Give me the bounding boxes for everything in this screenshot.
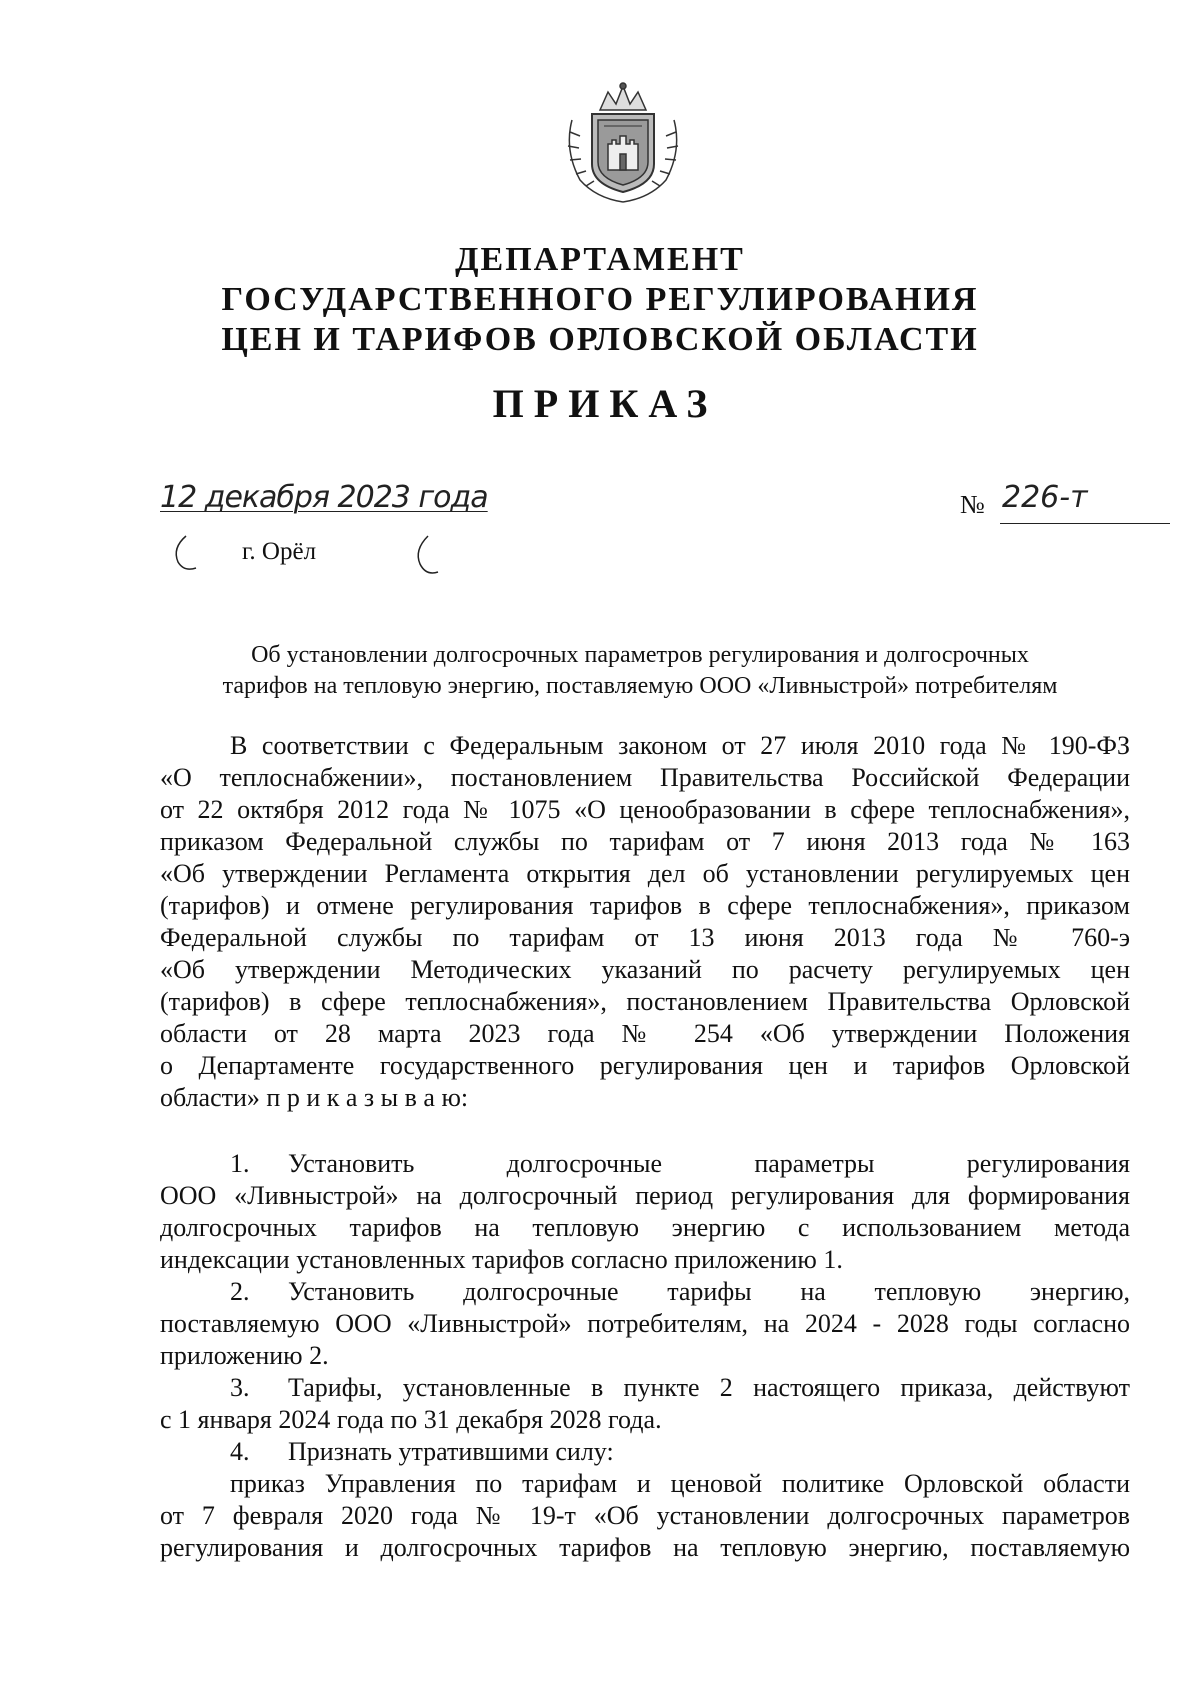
preamble-line: от 22 октября 2012 года № 1075 «О ценообразовании в сфере теплоснабжения», xyxy=(160,795,1130,824)
item-2-line: поставляемую ООО «Ливныстрой» потребителям, на 2024 - 2028 годы согласно xyxy=(160,1309,1130,1338)
item-number: 1. xyxy=(230,1149,250,1178)
preamble-line: области от 28 марта 2023 года № 254 «Об утверждении Положения xyxy=(160,1019,1130,1048)
dept-line-2: ГОСУДАРСТВЕННОГО РЕГУЛИРОВАНИЯ xyxy=(221,281,979,318)
repeal-line: приказ Управления по тарифам и ценовой политике Орловской области xyxy=(230,1469,1130,1498)
preamble-line: о Департаменте государственного регулирования цен и тарифов Орловской xyxy=(160,1051,1130,1080)
preamble-line: Федеральной службы по тарифам от 13 июня 2013 года № 760-э xyxy=(160,923,1130,952)
repeal-line: от 7 февраля 2020 года № 19-т «Об установлении долгосрочных параметров xyxy=(160,1501,1130,1530)
subject-line-2: тарифов на тепловую энергию, поставляемую ООО «Ливныстрой» потребителям xyxy=(222,673,1058,699)
preamble-line: приказом Федеральной службы по тарифам от 7 июня 2013 года № 163 xyxy=(160,827,1130,856)
document-type: ПРИКАЗ xyxy=(492,381,718,426)
item-1-line: ООО «Ливныстрой» на долгосрочный период регулирования для формирования xyxy=(160,1181,1130,1210)
order-subject xyxy=(160,640,1120,702)
item-4-first-line xyxy=(160,1436,1130,1468)
item-1-first-line xyxy=(160,1148,1130,1180)
item-2-first-line xyxy=(160,1276,1130,1308)
date-block xyxy=(160,480,500,580)
item-2-line: приложению 2. xyxy=(160,1341,329,1370)
item-number: 2. xyxy=(230,1277,250,1306)
coat-of-arms-icon xyxy=(560,80,686,205)
preamble-line: «Об утверждении Методических указаний по расчету регулируемых цен xyxy=(160,955,1130,984)
item-text: Установить долгосрочные тарифы на тепловую энергию, xyxy=(288,1277,1130,1306)
dept-line-3: ЦЕН И ТАРИФОВ ОРЛОВСКОЙ ОБЛАСТИ xyxy=(221,321,979,358)
preamble-line: «Об утверждении Регламента открытия дел об установлении регулируемых цен xyxy=(160,859,1130,888)
repeal-line: регулирования и долгосрочных тарифов на тепловую энергию, поставляемую xyxy=(160,1533,1130,1562)
item-1-line: долгосрочных тарифов на тепловую энергию с использованием метода xyxy=(160,1213,1130,1242)
date-brackets xyxy=(160,480,500,580)
item-text: Признать утратившими силу: xyxy=(288,1437,614,1466)
department-title xyxy=(0,240,1200,360)
item-3-first-line xyxy=(160,1372,1130,1404)
order-body xyxy=(160,730,1130,1564)
item-1-line: индексации установленных тарифов согласно приложению 1. xyxy=(160,1245,843,1274)
number-underline xyxy=(1000,523,1170,524)
number-label: № xyxy=(960,490,985,519)
item-3-line: с 1 января 2024 года по 31 декабря 2028 года. xyxy=(160,1405,662,1434)
item-text: Тарифы, установленные в пункте 2 настоящего приказа, действуют xyxy=(288,1373,1130,1402)
item-number: 3. xyxy=(230,1373,250,1402)
preamble-line: области» п р и к а з ы в а ю: xyxy=(160,1083,469,1112)
preamble-line: «О теплоснабжении», постановлением Правительства Российской Федерации xyxy=(160,763,1130,792)
order-number-block xyxy=(960,480,1170,530)
handwritten-date: 12 декабря 2023 года xyxy=(160,480,488,515)
subject-line-1: Об установлении долгосрочных параметров регулирования и долгосрочных xyxy=(251,642,1029,668)
preamble-line: (тарифов) в сфере теплоснабжения», постановлением Правительства Орловской xyxy=(160,987,1130,1016)
handwritten-number: 226-т xyxy=(1002,480,1088,515)
item-text: Установить долгосрочные параметры регулирования xyxy=(288,1149,1130,1178)
preamble-line: В соответствии с Федеральным законом от 27 июля 2010 года № 190-ФЗ xyxy=(230,731,1130,760)
preamble-line: (тарифов) и отмене регулирования тарифов в сфере теплоснабжения», приказом xyxy=(160,891,1130,920)
city-name: г. Орёл xyxy=(242,538,317,565)
item-number: 4. xyxy=(230,1437,250,1466)
dept-line-1: ДЕПАРТАМЕНТ xyxy=(455,241,745,278)
